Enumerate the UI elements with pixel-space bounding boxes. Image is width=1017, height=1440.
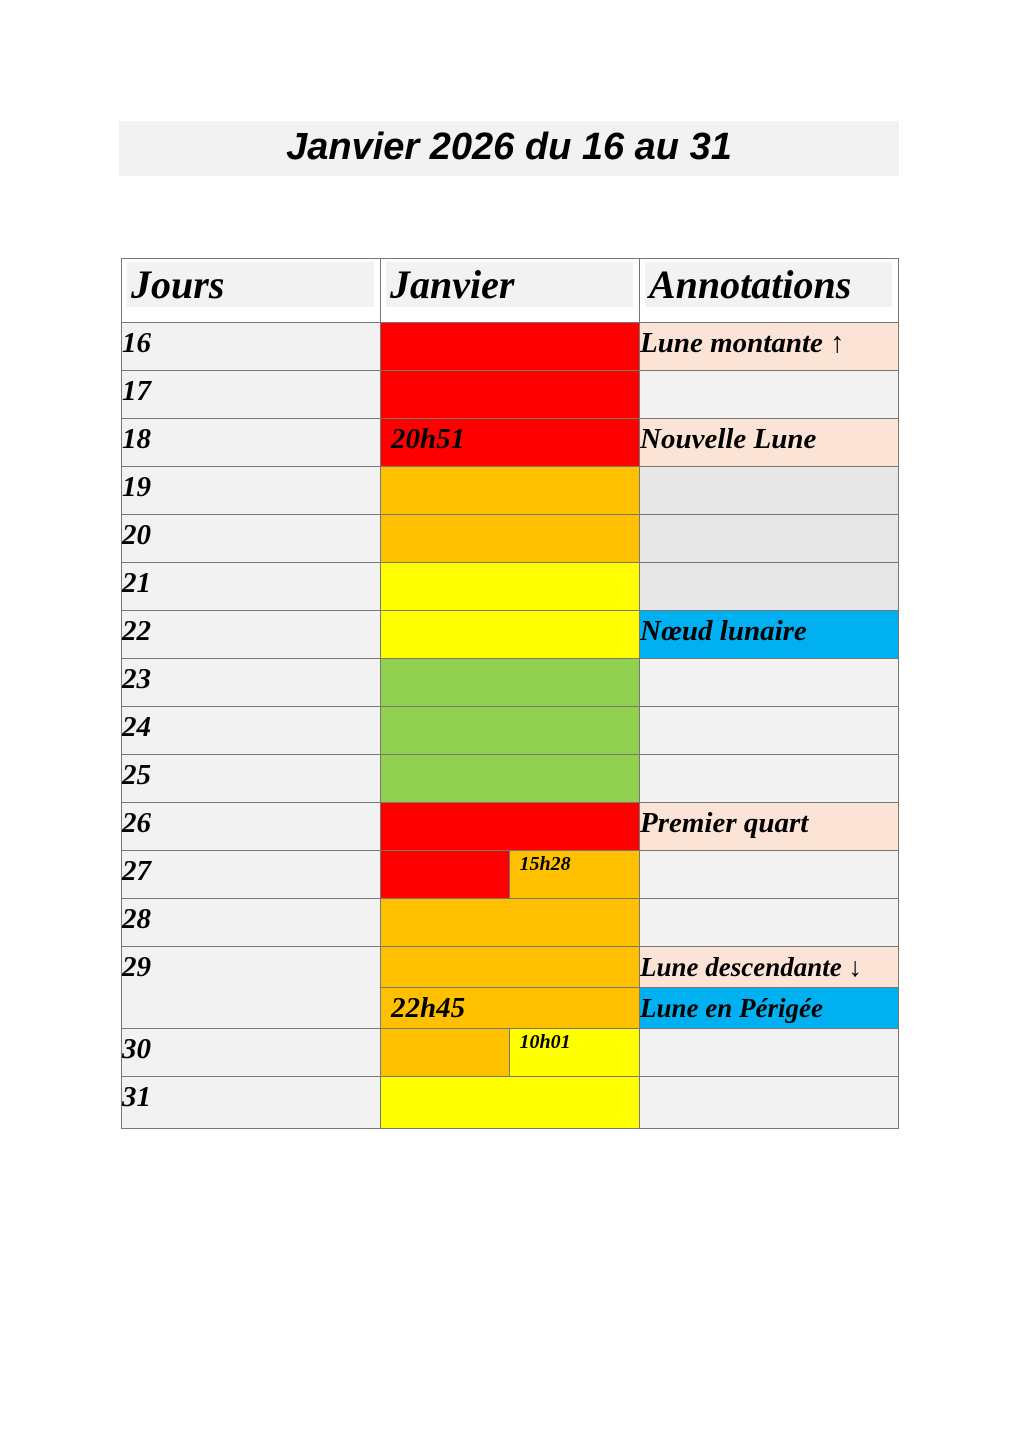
janvier-cell — [381, 1029, 640, 1077]
janvier-cell — [381, 611, 640, 659]
janvier-cell: 20h51 — [381, 419, 640, 467]
day-cell: 24 — [122, 707, 381, 755]
annotation-cell: Premier quart — [640, 803, 899, 851]
annotation-cell — [640, 371, 899, 419]
annotation-cell — [640, 707, 899, 755]
annotation-cell: Nouvelle Lune — [640, 419, 899, 467]
table-row — [122, 1077, 899, 1129]
day-cell: 20 — [122, 515, 381, 563]
page-title: Janvier 2026 du 16 au 31 — [119, 121, 899, 176]
janvier-cell — [381, 659, 640, 707]
janvier-cell — [381, 851, 640, 899]
day-cell: 17 — [122, 371, 381, 419]
table-row — [122, 707, 899, 755]
table-row — [122, 851, 899, 899]
annotation-cell — [640, 851, 899, 899]
janvier-cell — [381, 899, 640, 947]
janvier-cell — [381, 515, 640, 563]
table-row — [122, 419, 899, 467]
table-row — [122, 755, 899, 803]
table-row — [122, 803, 899, 851]
table-row — [122, 323, 899, 371]
header-annotations: Annotations — [640, 259, 899, 323]
header-janvier: Janvier — [381, 259, 640, 323]
janvier-cell — [381, 803, 640, 851]
day-cell: 30 — [122, 1029, 381, 1077]
annotation-cell — [640, 1029, 899, 1077]
day-cell: 22 — [122, 611, 381, 659]
header-row — [122, 259, 899, 323]
table-row — [122, 371, 899, 419]
janvier-cell — [381, 467, 640, 515]
table-row — [122, 899, 899, 947]
day-cell: 18 — [122, 419, 381, 467]
janvier-cell — [381, 707, 640, 755]
day-cell: 23 — [122, 659, 381, 707]
day-cell: 25 — [122, 755, 381, 803]
table-row — [122, 947, 899, 988]
janvier-cell — [381, 947, 640, 988]
day-cell: 31 — [122, 1077, 381, 1129]
table-row — [122, 467, 899, 515]
annotation-cell — [640, 755, 899, 803]
janvier-cell — [381, 371, 640, 419]
annotation-cell: Nœud lunaire — [640, 611, 899, 659]
day-cell: 29 — [122, 947, 381, 1029]
table-row — [122, 611, 899, 659]
janvier-split-right: 15h28 — [510, 851, 639, 898]
day-cell: 26 — [122, 803, 381, 851]
janvier-cell — [381, 1077, 640, 1129]
annotation-cell — [640, 899, 899, 947]
janvier-cell: 22h45 — [381, 988, 640, 1029]
annotation-cell — [640, 515, 899, 563]
table-row — [122, 659, 899, 707]
table-row — [122, 515, 899, 563]
day-cell: 28 — [122, 899, 381, 947]
annotation-cell: Lune montante ↑ — [640, 323, 899, 371]
janvier-split-left — [381, 851, 510, 898]
header-jours: Jours — [122, 259, 381, 323]
annotation-cell — [640, 1077, 899, 1129]
table-row — [122, 1029, 899, 1077]
calendar-table — [121, 258, 899, 1129]
annotation-cell: Lune descendante ↓ — [640, 947, 899, 988]
day-cell: 19 — [122, 467, 381, 515]
annotation-cell — [640, 563, 899, 611]
janvier-split-right: 10h01 — [510, 1029, 639, 1076]
annotation-cell — [640, 467, 899, 515]
janvier-split-left — [381, 1029, 510, 1076]
janvier-cell — [381, 323, 640, 371]
annotation-cell: Lune en Périgée — [640, 988, 899, 1029]
day-cell: 16 — [122, 323, 381, 371]
janvier-cell — [381, 755, 640, 803]
annotation-cell — [640, 659, 899, 707]
janvier-cell — [381, 563, 640, 611]
day-cell: 27 — [122, 851, 381, 899]
day-cell: 21 — [122, 563, 381, 611]
table-row — [122, 563, 899, 611]
